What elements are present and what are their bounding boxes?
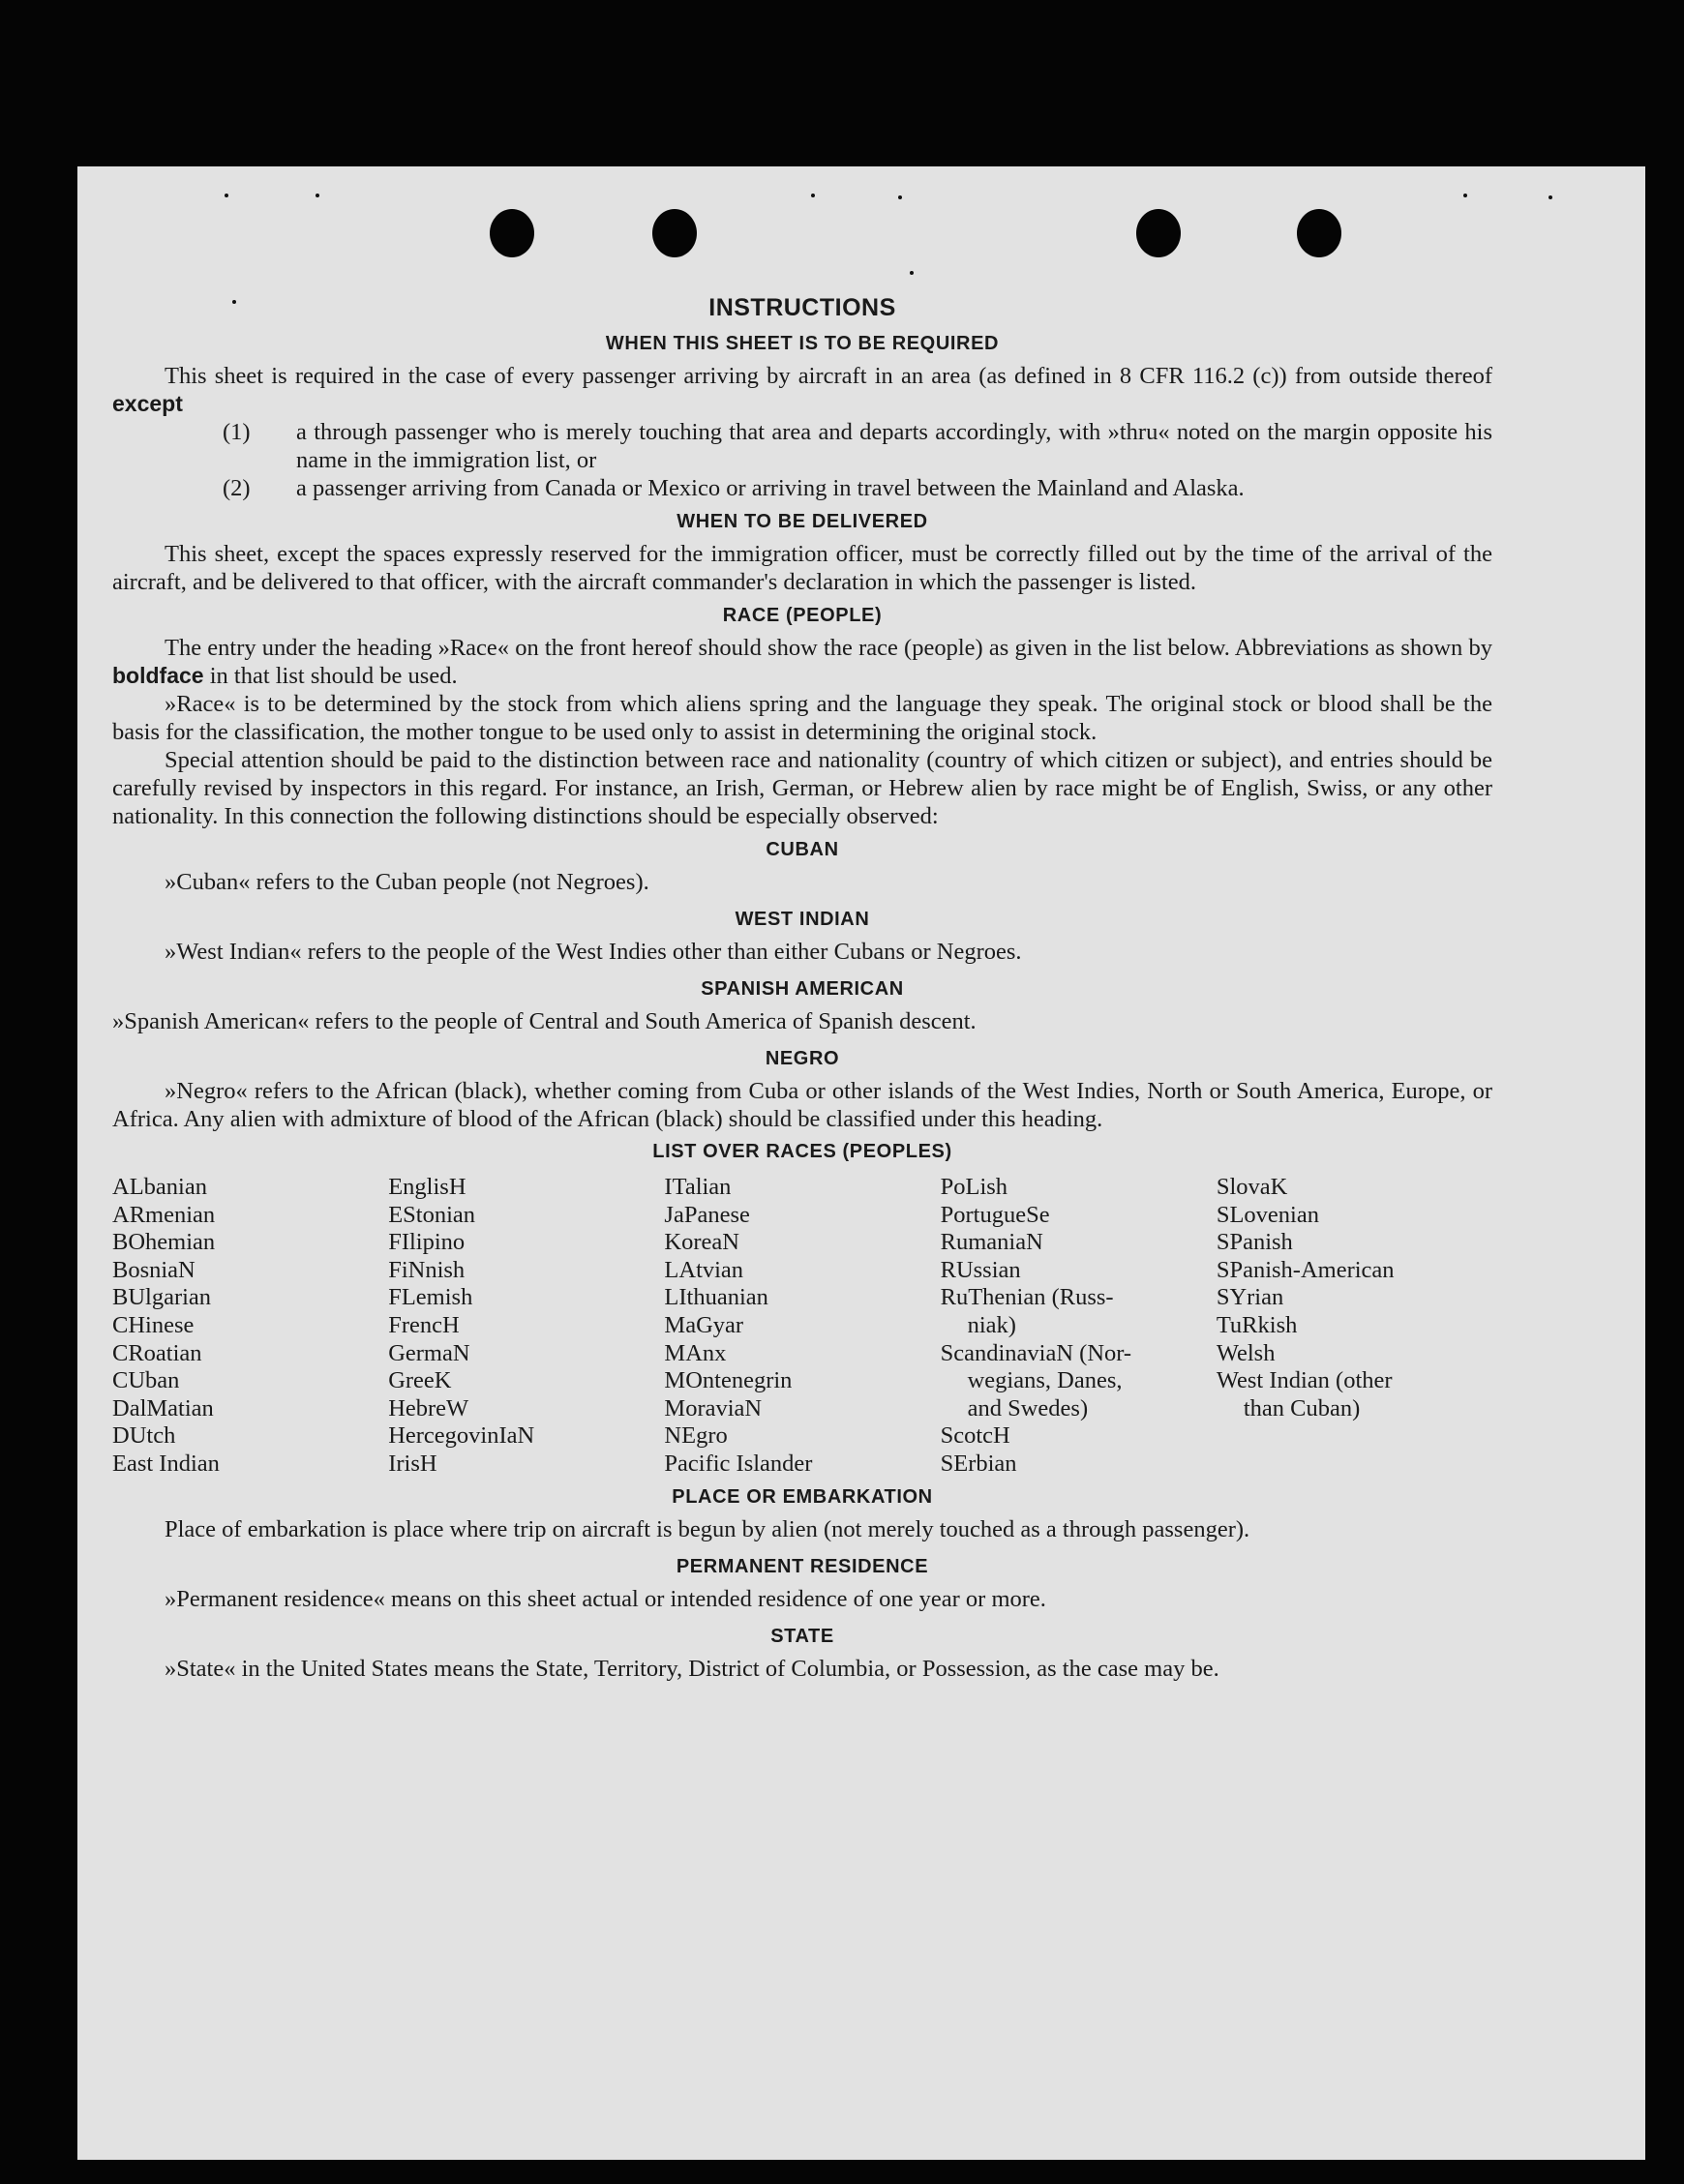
- punch-hole: [490, 209, 534, 257]
- races-column: [664, 1174, 940, 1479]
- race-entry: EnglisH: [388, 1174, 466, 1200]
- heading-race: RACE (PEOPLE): [722, 605, 883, 626]
- race-paragraph-3: Special attention should be paid to the distinction between race and nationality (country of which citizen or subject), and entries should be carefully revised by inspectors in this regard. For instance, an Irish, German, or Hebrew alien by race might be of English, Swiss, or any other nationality. In this connection the following distinctions should be especially observed:: [112, 747, 1492, 829]
- race-entry: MoraviaN: [664, 1394, 763, 1421]
- race-entry: niak): [967, 1311, 1016, 1338]
- instructions-content: [112, 294, 1492, 1683]
- race-entry: SYrian: [1216, 1284, 1284, 1311]
- speck: [316, 194, 319, 197]
- heading-cuban: CUBAN: [766, 839, 839, 860]
- speck: [1549, 195, 1552, 199]
- race-paragraph-2: »Race« is to be determined by the stock from which aliens spring and the language they speak. The original stock or blood shall be the basis for the classification, the mother tongue to be used only to assist in determining the original stock.: [112, 691, 1492, 745]
- exception-item: (1) a through passenger who is merely touching that area and departs accordingly, with »thru« noted on the margin opposite his name in the immigration list, or: [223, 419, 1492, 473]
- race-entry: MAnx: [664, 1339, 727, 1366]
- races-column: [388, 1174, 664, 1479]
- race-entry: RUssian: [940, 1256, 1021, 1283]
- race-entry: Welsh: [1216, 1339, 1276, 1366]
- exception-item: (2) a passenger arriving from Canada or Mexico or arriving in travel between the Mainland and Alaska.: [223, 475, 1245, 501]
- embarkation-text: Place of embarkation is place where trip on aircraft is begun by alien (not merely touched as a through passenger).: [165, 1515, 1250, 1542]
- heading-spanish-american: SPANISH AMERICAN: [701, 978, 904, 1000]
- spanish-american-text: »Spanish American« refers to the people of Central and South America of Spanish descent.: [112, 1008, 977, 1034]
- residence-text: »Permanent residence« means on this sheet actual or intended residence of one year or more.: [165, 1585, 1046, 1612]
- race-entry: JaPanese: [664, 1201, 750, 1228]
- race-entry: RumaniaN: [940, 1229, 1043, 1256]
- speck: [811, 194, 815, 197]
- race-entry: CHinese: [112, 1311, 195, 1338]
- race-entry: SPanish-American: [1216, 1256, 1395, 1283]
- race-entry: than Cuban): [1243, 1394, 1361, 1421]
- races-column: [1217, 1174, 1492, 1479]
- race-entry: HebreW: [388, 1394, 469, 1421]
- races-column: [941, 1174, 1217, 1479]
- heading-permanent-residence: PERMANENT RESIDENCE: [676, 1555, 929, 1577]
- punch-hole: [652, 209, 697, 257]
- speck: [225, 194, 228, 197]
- speck: [910, 271, 914, 275]
- race-entry: East Indian: [112, 1450, 220, 1477]
- delivered-text: This sheet, except the spaces expressly reserved for the immigration officer, must be correctly filled out by the time of the arrival of the aircraft, and be delivered to that officer, with the aircraft commander's declaration in which the passenger is listed.: [112, 541, 1492, 595]
- state-text: »State« in the United States means the State, Territory, District of Columbia, or Possession, as the case may be.: [165, 1655, 1219, 1682]
- race-entry: MaGyar: [664, 1311, 744, 1338]
- race-entry: ScandinaviaN (Nor-: [940, 1339, 1132, 1366]
- heading-races-list: LIST OVER RACES (PEOPLES): [652, 1141, 952, 1162]
- race-entry: EStonian: [388, 1201, 476, 1228]
- race-entry: MOntenegrin: [664, 1367, 793, 1394]
- race-entry: GreeK: [388, 1367, 452, 1394]
- race-entry: ITalian: [664, 1174, 732, 1200]
- race-entry: SPanish: [1216, 1229, 1293, 1256]
- speck: [898, 195, 902, 199]
- negro-text: »Negro« refers to the African (black), whether coming from Cuba or other islands of the West Indies, North or South America, Europe, or Africa. Any alien with admixture of blood of the African (black) should be classified under this heading.: [112, 1078, 1492, 1132]
- races-column: [112, 1174, 388, 1479]
- race-entry: BOhemian: [112, 1229, 216, 1256]
- speck: [1463, 194, 1467, 197]
- race-entry: DalMatian: [112, 1394, 214, 1421]
- heading-when-required: WHEN THIS SHEET IS TO BE REQUIRED: [605, 333, 1000, 354]
- race-entry: LIthuanian: [664, 1284, 768, 1311]
- required-intro: This sheet is required in the case of every passenger arriving by aircraft in an area (as defined in 8 CFR 116.2 (c)) from outside thereof except: [112, 363, 1492, 416]
- race-entry: BosniaN: [112, 1256, 195, 1283]
- race-entry: CUban: [112, 1367, 180, 1394]
- race-entry: PoLish: [940, 1174, 1008, 1200]
- race-entry: wegians, Danes,: [967, 1367, 1123, 1394]
- race-entry: ScotcH: [940, 1422, 1010, 1450]
- page-title: INSTRUCTIONS: [708, 294, 896, 321]
- race-entry: NEgro: [664, 1422, 728, 1450]
- heading-state: STATE: [770, 1625, 834, 1647]
- race-entry: HercegovinIaN: [388, 1422, 535, 1450]
- race-entry: IrisH: [388, 1450, 437, 1477]
- race-entry: LAtvian: [664, 1256, 744, 1283]
- race-entry: FLemish: [388, 1284, 473, 1311]
- race-entry: FrencH: [388, 1311, 460, 1338]
- race-entry: SLovenian: [1216, 1201, 1319, 1228]
- heading-embarkation: PLACE OR EMBARKATION: [672, 1485, 933, 1508]
- race-entry: DUtch: [112, 1422, 176, 1450]
- race-entry: SErbian: [940, 1450, 1017, 1477]
- race-entry: RuThenian (Russ-: [940, 1284, 1114, 1311]
- race-entry: ALbanian: [112, 1174, 207, 1200]
- race-entry: TuRkish: [1216, 1311, 1298, 1338]
- punch-hole: [1136, 209, 1181, 257]
- race-entry: West Indian (other: [1216, 1367, 1393, 1394]
- race-paragraph-1: The entry under the heading »Race« on the front hereof should show the race (people) as given in the list below. Abbreviations as shown by boldface in that list should be used.: [112, 635, 1492, 689]
- races-list: [112, 1174, 1492, 1479]
- cuban-text: »Cuban« refers to the Cuban people (not Negroes).: [165, 869, 649, 895]
- race-entry: CRoatian: [112, 1339, 202, 1366]
- race-entry: SlovaK: [1216, 1174, 1288, 1200]
- race-entry: FiNnish: [388, 1256, 466, 1283]
- west-indian-text: »West Indian« refers to the people of the West Indies other than either Cubans or Negroes.: [165, 939, 1022, 965]
- heading-when-delivered: WHEN TO BE DELIVERED: [677, 511, 928, 532]
- race-entry: GermaN: [388, 1339, 470, 1366]
- heading-west-indian: WEST INDIAN: [735, 909, 870, 930]
- race-entry: KoreaN: [664, 1229, 739, 1256]
- race-entry: ARmenian: [112, 1201, 216, 1228]
- punch-hole: [1297, 209, 1341, 257]
- race-entry: PortugueSe: [940, 1201, 1050, 1228]
- heading-negro: NEGRO: [765, 1048, 840, 1069]
- race-entry: and Swedes): [967, 1394, 1089, 1421]
- document-page: [77, 166, 1645, 2160]
- race-entry: FIlipino: [388, 1229, 466, 1256]
- race-entry: Pacific Islander: [664, 1450, 813, 1477]
- race-entry: BUlgarian: [112, 1284, 212, 1311]
